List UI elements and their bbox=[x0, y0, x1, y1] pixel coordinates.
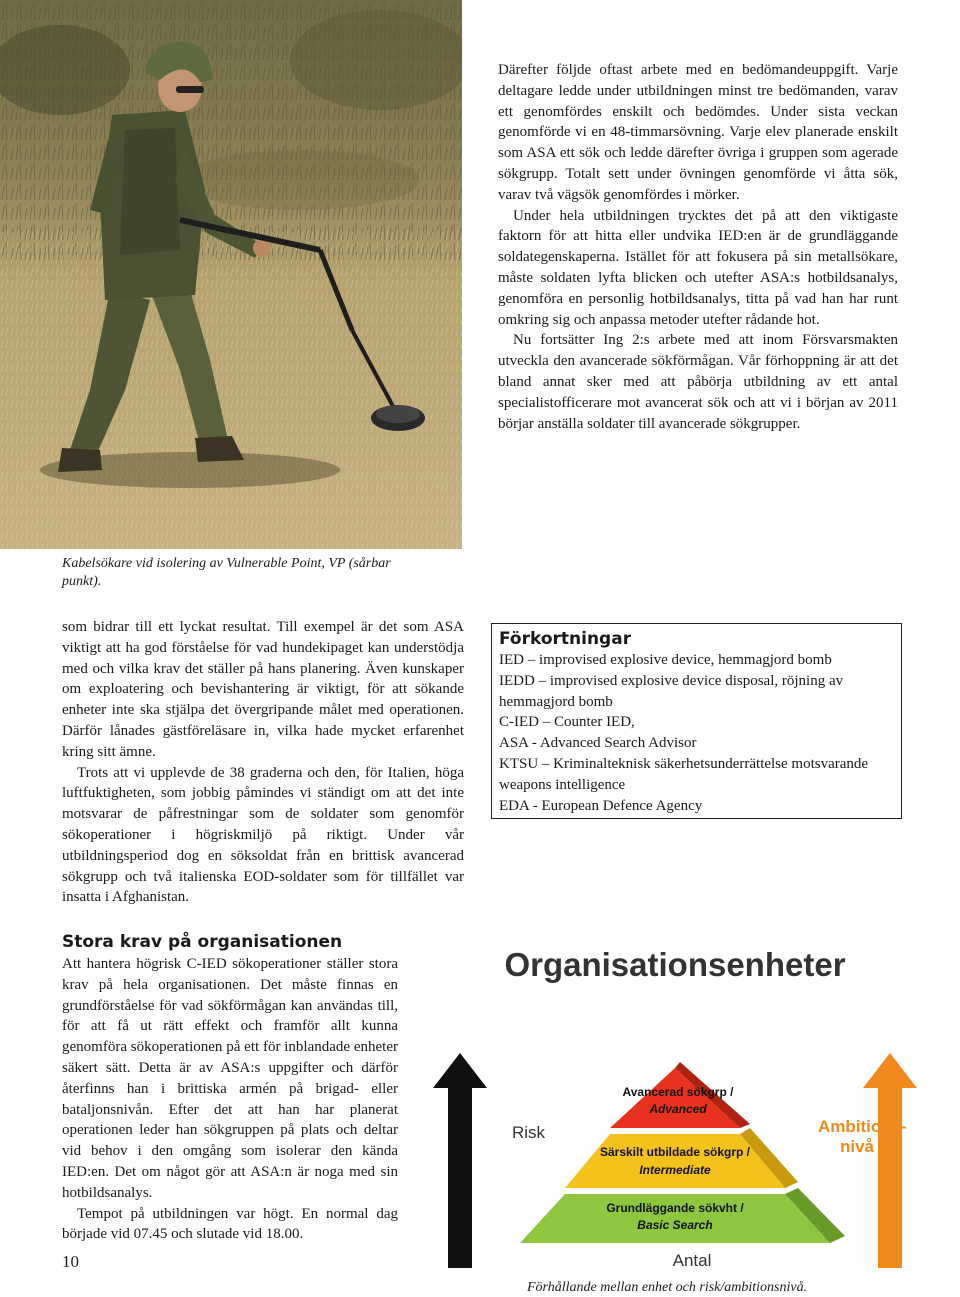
section-heading: Stora krav på organisationen bbox=[62, 932, 343, 952]
risk-label: Risk bbox=[512, 1123, 546, 1142]
abbreviation-item: ASA - Advanced Search Advisor bbox=[499, 735, 697, 752]
paragraph: Trots att vi upplevde de 38 graderna och den, för Italien, höga luftfuktigheten, som jobbig påmindes vi ständigt om att det inte motsvarar de påfrestningar som de soldater som genomför sökoperationer i högriskmiljö på riktigt. Under vår utbildningsperiod dog en söksoldat från en brittisk avancerad sökgrupp och två italienska EOD-soldater som för tillfället var insatta i Afghanistan. bbox=[62, 764, 464, 906]
right-column-text bbox=[498, 60, 898, 434]
abbreviation-item: EDA - European Defence Agency bbox=[499, 797, 703, 814]
paragraph: Nu fortsätter Ing 2:s arbete med att inom Försvarsmakten utveckla den avancerade sökförmågan. Vår förhoppning är att det bland annat sker med att påbörja utbildning av ett antal specialistofficerare mot avancerat sök och att vi i början av 2011 börjar anställa soldater till avancerade sökgrupper. bbox=[498, 332, 898, 432]
level-label: Basic Search bbox=[637, 1218, 713, 1232]
page-number: 10 bbox=[62, 1252, 79, 1271]
abbreviation-item: C-IED – Counter IED, bbox=[499, 714, 635, 731]
abbreviation-item: KTSU – Kriminalteknisk säkerhetsunderrättelse motsvarande weapons intelligence bbox=[499, 755, 869, 793]
risk-arrow-icon bbox=[433, 1053, 487, 1268]
level-label: Särskilt utbildade sökgrp / bbox=[599, 1145, 751, 1159]
antal-label: Antal bbox=[672, 1251, 712, 1270]
ambition-label: nivå bbox=[840, 1137, 875, 1156]
abbreviation-item: IEDD – improvised explosive device disposal, röjning av hemmagjord bomb bbox=[499, 672, 844, 710]
paragraph: Därefter följde oftast arbete med en bedömandeuppgift. Varje deltagare ledde under utbildningen minst tre bedömanden, varav ett genomfördes enskilt och bedömdes. Under sista veckan genomförde vi en 48-timmarsövning. Varje elev planerade enskilt som ASA ett sök och ledde därefter övriga i gruppen som agerade sökgrupp. Totalt sett under övningen genomförde vi åtta sök, varav två vägsök genomfördes i mörker. bbox=[498, 62, 898, 203]
level-label: Avancerad sökgrp / bbox=[622, 1085, 734, 1099]
abbreviations-box bbox=[491, 623, 902, 819]
level-label: Grundläggande sökvht / bbox=[606, 1201, 744, 1215]
abbreviations-title: Förkortningar bbox=[499, 629, 632, 649]
paragraph: Att hantera högrisk C-IED sökoperationer ställer stora krav på hela organisationen. Det måste finnas en grundförståelse för vad sökförmågan kan användas till, för att få ut rätt effekt och framför allt kunna genomföra sökoperationen på ett för inblandade enheter säkert sätt. Detta är av ASA:s uppgifter och därför återfinns han i brittiska armén på brigad- eller bataljonsnivån. Efter det att han har planerat operationen leder han sökgruppen på plats och deltar vid behov i den omgång som isolerar den kända IED:en. Det om något gör att ASA:n är noga med sin hotbildsanalys. bbox=[62, 956, 398, 1201]
diagram-title: Organisationsenheter bbox=[504, 946, 846, 983]
diagram-caption: Förhållande mellan enhet och risk/ambitionsnivå. bbox=[527, 1280, 808, 1295]
section-text bbox=[62, 954, 398, 1245]
abbreviation-item: IED – improvised explosive device, hemmagjord bomb bbox=[499, 652, 832, 668]
left-column-text bbox=[62, 617, 464, 908]
ambition-label: Ambitions- bbox=[818, 1117, 907, 1136]
level-label: Intermediate bbox=[639, 1163, 711, 1177]
organisation-diagram bbox=[430, 938, 930, 1278]
paragraph: Tempot på utbildningen var högt. En normal dag började vid 07.45 och slutade vid 18.00. bbox=[62, 1205, 398, 1243]
paragraph: som bidrar till ett lyckat resultat. Till exempel är det som ASA viktigt att ha god förståelse för vad hundekipaget kan understödja med och vilka krav det ställer på hans planering. Även kunskaper om exploatering och bevishantering är viktigt, för att sökande enheter inte ska stjälpa det övergripande målet med operationen. Därför lånades gästföreläsare in, vilka hade mycket erfarenhet kring sitt ämne. bbox=[62, 619, 464, 760]
paragraph: Under hela utbildningen trycktes det på att den viktigaste faktorn för att hitta eller undvika IED:en är de grundläggande soldategenskaperna. Istället för att fokusera på sin metallsökare, måste soldaten lyfta blicken och utefter ASA:s hotbildsanalys, genomföra en personlig hotbildsanalys, titta på vad han har runt omkring sig och anpassa metoder utefter rådande hot. bbox=[498, 207, 898, 328]
photo-caption: Kabelsökare vid isolering av Vulnerable Point, VP (sårbar punkt). bbox=[62, 556, 391, 589]
level-label: Advanced bbox=[649, 1102, 707, 1116]
ambition-arrow-icon bbox=[863, 1053, 917, 1268]
soldier-photo bbox=[0, 0, 462, 549]
